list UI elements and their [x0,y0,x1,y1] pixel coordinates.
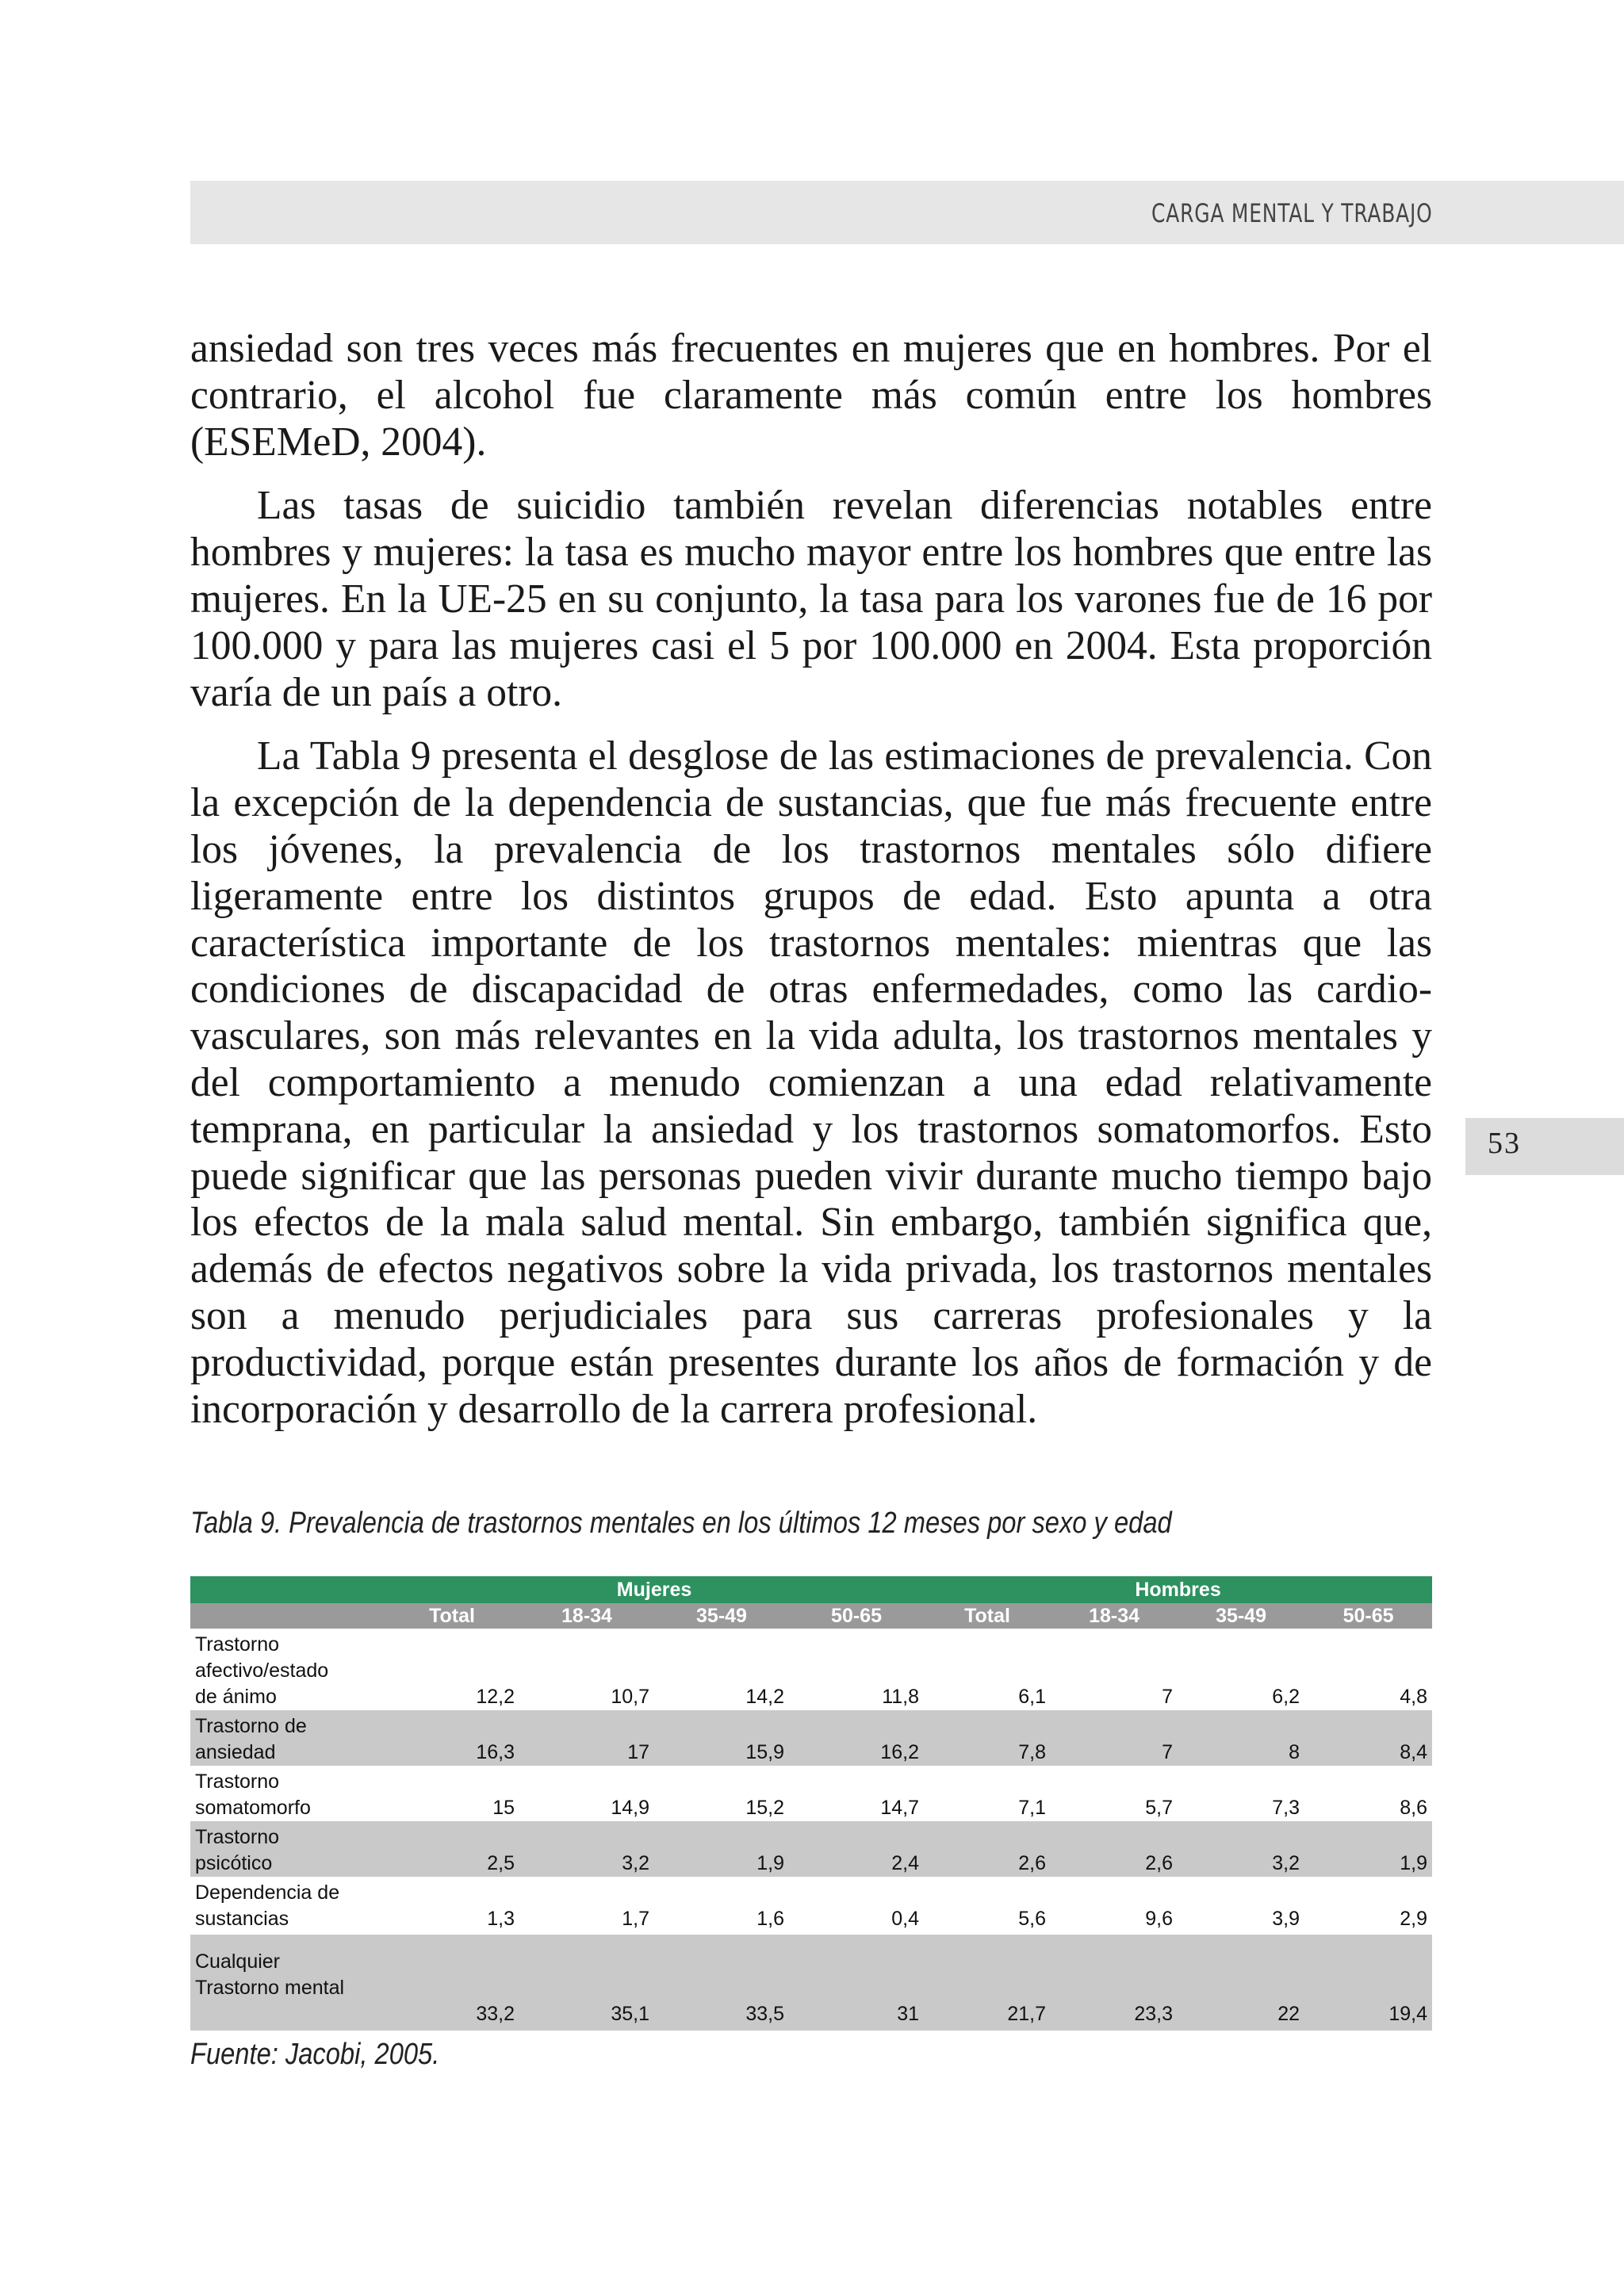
table-caption: Tabla 9. Prevalencia de trastornos mentales en los últimos 12 meses por sexo y edad [190,1506,1172,1540]
sub-header: 50-65 [789,1603,924,1629]
row-label-line: Trastorno de [195,1715,307,1737]
cell-value: 3,9 [1272,1908,1300,1930]
cell-value: 23,3 [1051,1934,1178,2031]
cell-value: 1,6 [756,1908,784,1930]
cell-value: 7,3 [1272,1797,1300,1819]
running-header-title: CARGA MENTAL Y TRABAJO [1151,198,1433,228]
cell-value: 1,7 [622,1908,649,1930]
sub-header: 50-65 [1304,1603,1432,1629]
row-label-line: sustancias [195,1908,289,1930]
table-row [190,1821,1432,1877]
table-source: Fuente: Jacobi, 2005. [190,2038,440,2071]
cell-value: 15 [492,1797,515,1819]
paragraph-1: ansiedad son tres veces más frecuentes en mujeres que en hombres. Por el contrario, el alcohol fue claramente más común entre los hombres (ESEMeD, 2004). [190,326,1432,465]
row-label [190,1629,385,1710]
sub-header: Total [385,1603,519,1629]
cell-value: 14,2 [745,1686,784,1708]
cell-value: 1,3 [487,1908,515,1930]
cell-value: 2,6 [924,1821,1051,1877]
cell-value: 0,4 [891,1908,920,1930]
cell-value: 21,7 [924,1934,1051,2031]
cell-value: 19,4 [1304,1934,1432,2031]
cell-value: 3,2 [519,1821,654,1877]
row-label-line: Dependencia de [195,1881,340,1904]
cell-value: 14,7 [880,1797,920,1819]
cell-value: 2,5 [385,1821,519,1877]
cell-value: 5,6 [1018,1908,1047,1930]
cell-value: 15,9 [654,1710,789,1766]
cell-value: 2,9 [1400,1908,1428,1930]
body-text [190,326,1432,1450]
row-label-line: Trastorno mental [195,1977,345,1999]
cell-value: 8,6 [1400,1797,1428,1819]
row-label [190,1877,385,1934]
table-row [190,1877,1432,1934]
prevalence-table [190,1576,1432,2031]
cell-value: 10,7 [611,1686,649,1708]
cell-value: 8 [1178,1710,1304,1766]
page-number: 53 [1488,1127,1521,1160]
row-label-line: afectivo/estado [195,1659,329,1682]
cell-value: 12,2 [476,1686,515,1708]
table-row [190,1629,1432,1710]
sub-header: 18-34 [1051,1603,1178,1629]
cell-value: 9,6 [1145,1908,1174,1930]
group-header-empty [190,1576,385,1603]
row-label-line: Trastorno [195,1770,280,1793]
row-label-line: ansiedad [195,1741,276,1763]
group-header-row [190,1576,1432,1603]
cell-value: 33,5 [654,1934,789,2031]
cell-value: 7 [1051,1710,1178,1766]
row-label [190,1710,385,1766]
paragraph-3: La Tabla 9 presenta el desglose de las estimaciones de prevalencia. Con la excepción de la dependencia de sustancias, que fue más frecuente entre los jóvenes, la prevalencia de los trastornos mentales sólo difiere ligeramente entre los distintos grupos de edad. Esto apunta a otra característica importante de los trastornos mentales: mientras que las condiciones de discapacidad de otras enfermedades, como las cardiovasculares, son más relevantes en la vida adulta, los trastornos mentales y del comportamiento a menudo comienzan a una edad relativamente temprana, en particular la ansiedad y los trastornos somatomorfos. Esto puede significar que las personas pueden vivir durante mucho tiempo bajo los efectos de la mala salud mental. Sin embargo, también significa que, además de efectos negativos sobre la vida privada, los trastornos mentales son a menudo perjudiciales para sus carreras profesionales y la productividad, porque están presentes durante los años de formación y de incorporación y desarrollo de la carrera profesional. [190,733,1432,1432]
cell-value: 1,9 [654,1821,789,1877]
table-row [190,1710,1432,1766]
row-label-line: Cualquier [195,1950,281,1973]
cell-value: 15,2 [745,1797,784,1819]
cell-value: 7 [1162,1686,1174,1708]
row-label [190,1766,385,1821]
cell-value: 22 [1178,1934,1304,2031]
cell-value: 16,3 [385,1710,519,1766]
cell-value: 7,8 [924,1710,1051,1766]
row-label [190,1934,385,2031]
sub-header-empty [190,1603,385,1629]
sub-header: 35-49 [654,1603,789,1629]
sub-header-row [190,1603,1432,1629]
row-label-line: Trastorno [195,1826,280,1848]
cell-value: 33,2 [385,1934,519,2031]
group-header-mujeres: Mujeres [385,1576,924,1603]
cell-value: 2,4 [789,1821,924,1877]
cell-value: 1,9 [1304,1821,1432,1877]
sub-header: Total [924,1603,1051,1629]
row-label-line: Trastorno [195,1633,280,1656]
cell-value: 7,1 [1018,1797,1047,1819]
cell-value: 6,2 [1272,1686,1300,1708]
cell-value: 5,7 [1145,1797,1174,1819]
cell-value: 16,2 [789,1710,924,1766]
row-label-line: somatomorfo [195,1797,311,1819]
cell-value: 2,6 [1051,1821,1178,1877]
sub-header: 18-34 [519,1603,654,1629]
cell-value: 4,8 [1400,1686,1428,1708]
cell-value: 8,4 [1304,1710,1432,1766]
cell-value: 14,9 [611,1797,649,1819]
table-row [190,1766,1432,1821]
sub-header: 35-49 [1178,1603,1304,1629]
cell-value: 3,2 [1178,1821,1304,1877]
row-label [190,1821,385,1877]
cell-value: 17 [519,1710,654,1766]
paragraph-2: Las tasas de suicidio también revelan diferencias notables entre hombres y mujeres: la tasa es mucho mayor entre los hombres que entre las mujeres. En la UE-25 en su conjunto, la tasa para los varones fue de 16 por 100.000 y para las mujeres casi el 5 por 100.000 en 2004. Esta proporción varía de un país a otro. [190,483,1432,715]
cell-value: 11,8 [882,1686,920,1708]
cell-value: 6,1 [1018,1686,1047,1708]
table-row-total [190,1934,1432,2031]
cell-value: 31 [789,1934,924,2031]
cell-value: 35,1 [519,1934,654,2031]
row-label-line: de ánimo [195,1686,277,1708]
row-label-line: psicótico [195,1852,273,1874]
group-header-hombres: Hombres [924,1576,1432,1603]
